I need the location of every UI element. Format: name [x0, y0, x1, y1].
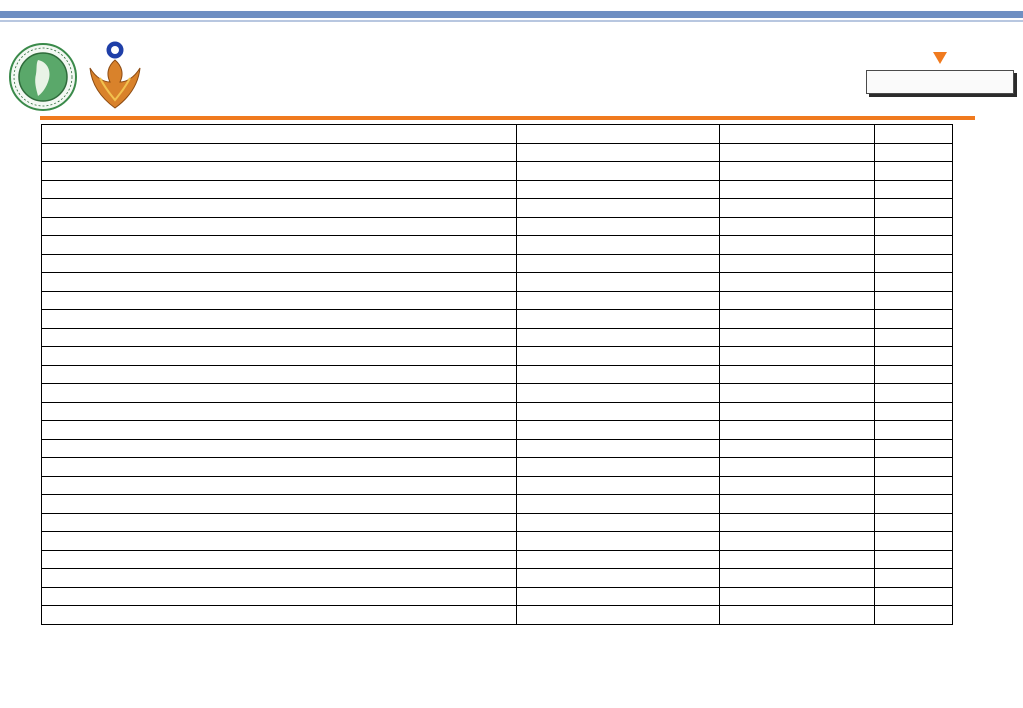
cell-quantity: [720, 476, 875, 495]
table-row: [42, 162, 953, 181]
cell-item: [42, 310, 517, 329]
table-row: [42, 476, 953, 495]
cell-item: [42, 328, 517, 347]
cell-quantity: [720, 532, 875, 551]
header-quantity: [720, 125, 875, 144]
header-location: [517, 125, 720, 144]
table-row: [42, 384, 953, 403]
cell-item: [42, 513, 517, 532]
title-divider: [40, 116, 975, 120]
cell-extra: [875, 532, 953, 551]
cell-item: [42, 606, 517, 625]
cell-quantity: [720, 254, 875, 273]
cell-location: [517, 421, 720, 440]
cell-quantity: [720, 569, 875, 588]
cell-item: [42, 217, 517, 236]
cell-extra: [875, 402, 953, 421]
cell-item: [42, 495, 517, 514]
cell-location: [517, 569, 720, 588]
cell-location: [517, 365, 720, 384]
table-row: [42, 587, 953, 606]
cell-extra: [875, 587, 953, 606]
cell-item: [42, 550, 517, 569]
cell-location: [517, 476, 720, 495]
table-row: [42, 569, 953, 588]
cell-extra: [875, 236, 953, 255]
header-item: [42, 125, 517, 144]
table-row: [42, 458, 953, 477]
table-row: [42, 180, 953, 199]
cell-extra: [875, 476, 953, 495]
table-row: [42, 550, 953, 569]
cell-item: [42, 587, 517, 606]
table-row: [42, 439, 953, 458]
cell-quantity: [720, 236, 875, 255]
cell-item: [42, 421, 517, 440]
cell-extra: [875, 310, 953, 329]
cell-location: [517, 254, 720, 273]
cell-location: [517, 384, 720, 403]
cell-extra: [875, 384, 953, 403]
cell-location: [517, 328, 720, 347]
cell-quantity: [720, 217, 875, 236]
cell-location: [517, 236, 720, 255]
table-row: [42, 254, 953, 273]
table-row: [42, 328, 953, 347]
cell-item: [42, 569, 517, 588]
cell-location: [517, 587, 720, 606]
cell-quantity: [720, 143, 875, 162]
cell-location: [517, 162, 720, 181]
cell-extra: [875, 180, 953, 199]
cell-item: [42, 199, 517, 218]
cell-item: [42, 402, 517, 421]
cell-quantity: [720, 310, 875, 329]
cell-extra: [875, 273, 953, 292]
cell-extra: [875, 458, 953, 477]
cell-location: [517, 217, 720, 236]
cell-quantity: [720, 402, 875, 421]
cell-quantity: [720, 495, 875, 514]
phoenix-emblem-logo: [82, 38, 148, 112]
cell-item: [42, 143, 517, 162]
cell-item: [42, 180, 517, 199]
cell-extra: [875, 347, 953, 366]
cell-location: [517, 199, 720, 218]
cell-item: [42, 347, 517, 366]
cell-location: [517, 513, 720, 532]
cell-location: [517, 458, 720, 477]
table-row: [42, 236, 953, 255]
cell-location: [517, 310, 720, 329]
alcatel-logo-box: [866, 70, 1014, 94]
cell-extra: [875, 365, 953, 384]
table-row: [42, 365, 953, 384]
table-row: [42, 532, 953, 551]
cell-location: [517, 495, 720, 514]
table-row: [42, 310, 953, 329]
cell-quantity: [720, 180, 875, 199]
equipment-table: [41, 124, 953, 625]
top-band-thin: [0, 20, 1023, 22]
cell-extra: [875, 254, 953, 273]
cell-location: [517, 143, 720, 162]
table-row: [42, 291, 953, 310]
cell-quantity: [720, 328, 875, 347]
cell-location: [517, 606, 720, 625]
table-row: [42, 347, 953, 366]
cell-item: [42, 254, 517, 273]
cell-extra: [875, 606, 953, 625]
header-extra: [875, 125, 953, 144]
cell-quantity: [720, 513, 875, 532]
table-row: [42, 143, 953, 162]
alcatel-triangle-icon: [933, 52, 947, 64]
cell-quantity: [720, 291, 875, 310]
cell-extra: [875, 421, 953, 440]
cell-location: [517, 532, 720, 551]
cell-item: [42, 365, 517, 384]
cell-extra: [875, 162, 953, 181]
cell-item: [42, 291, 517, 310]
alcatel-logo: [866, 52, 1016, 96]
cell-quantity: [720, 273, 875, 292]
cell-location: [517, 180, 720, 199]
cell-item: [42, 384, 517, 403]
cell-quantity: [720, 384, 875, 403]
table-row: [42, 421, 953, 440]
cell-item: [42, 458, 517, 477]
cell-extra: [875, 439, 953, 458]
cell-extra: [875, 143, 953, 162]
table-row: [42, 495, 953, 514]
table-row: [42, 513, 953, 532]
cell-item: [42, 532, 517, 551]
cell-extra: [875, 569, 953, 588]
cell-location: [517, 402, 720, 421]
cell-quantity: [720, 439, 875, 458]
cell-quantity: [720, 421, 875, 440]
cell-extra: [875, 550, 953, 569]
table-row: [42, 402, 953, 421]
cell-item: [42, 273, 517, 292]
table-header-row: [42, 125, 953, 144]
cell-location: [517, 347, 720, 366]
cell-quantity: [720, 606, 875, 625]
cell-location: [517, 550, 720, 569]
table-row: [42, 273, 953, 292]
cell-quantity: [720, 347, 875, 366]
cell-extra: [875, 217, 953, 236]
cell-extra: [875, 328, 953, 347]
government-seal-logo: [8, 42, 78, 112]
cell-item: [42, 439, 517, 458]
cell-quantity: [720, 587, 875, 606]
cell-location: [517, 273, 720, 292]
cell-extra: [875, 199, 953, 218]
cell-extra: [875, 513, 953, 532]
cell-item: [42, 236, 517, 255]
cell-quantity: [720, 365, 875, 384]
cell-location: [517, 291, 720, 310]
cell-item: [42, 476, 517, 495]
cell-extra: [875, 291, 953, 310]
table-row: [42, 199, 953, 218]
cell-location: [517, 439, 720, 458]
table-row: [42, 217, 953, 236]
cell-quantity: [720, 162, 875, 181]
cell-quantity: [720, 550, 875, 569]
top-band: [0, 11, 1023, 18]
table-row: [42, 606, 953, 625]
cell-quantity: [720, 199, 875, 218]
cell-quantity: [720, 458, 875, 477]
cell-extra: [875, 495, 953, 514]
cell-item: [42, 162, 517, 181]
